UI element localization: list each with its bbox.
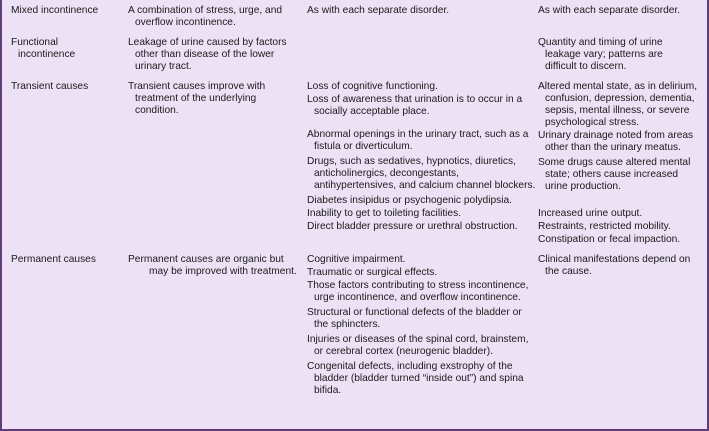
manifestation-item: Urinary drainage noted from areas other than the urinary meatus. [538,130,694,153]
manifestation-item: Altered mental state, as in delirium, confusion, depression, dementia, sepsis, mental illness, or severe psychological stress. [538,81,698,128]
type-cell: Permanent causes [11,254,96,265]
description-cell [128,254,303,278]
cause-item: Cognitive impairment. [307,254,406,265]
manifestations-cell [538,254,703,281]
cause-item: Abnormal openings in the urinary tract, such as a fistula or diverticulum. [307,129,529,152]
manifestation-item: As with each separate disorder. [538,5,681,16]
causes-cell [307,81,537,234]
manifestation-item: Quantity and timing of urine leakage vary; patterns are difficult to discern. [538,37,663,72]
manifestation-item: Constipation or fecal impaction. [538,234,681,245]
cause-item: Direct bladder pressure or urethral obstruction. [307,221,518,232]
type-cell: Transient causes [11,81,89,92]
manifestation-item: Increased urine output. [538,208,643,219]
cause-item: Loss of awareness that urination is to occur in a socially acceptable place. [307,94,523,117]
manifestation-item: Some drugs cause altered mental state; others cause increased urine production. [538,157,691,192]
cause-item: Loss of cognitive functioning. [307,81,438,92]
cause-item: Congenital defects, including exstrophy of the bladder (bladder turned “inside out”) and spina bifida. [307,361,524,396]
type-cell: Functional incontinence [11,37,76,60]
description-line: Permanent causes are organic but [128,254,284,265]
causes-cell [307,254,537,400]
cause-item: As with each separate disorder. [307,5,450,16]
cause-item: Traumatic or surgical effects. [307,267,438,278]
causes-cell [307,5,537,20]
manifestation-item: Clinical manifestations depend on the cause. [538,254,691,277]
cause-item: Injuries or diseases of the spinal cord, brainstem, or cerebral cortex (neurogenic bladder). [307,334,529,357]
cause-item: Drugs, such as sedatives, hypnotics, diuretics, anticholinergics, decongestants, antihypertensives, and calcium channel blockers. [307,156,536,191]
manifestations-cell [538,81,703,247]
cause-item: Those factors contributing to stress incontinence, urge incontinence, and overflow incontinence. [307,280,529,303]
cause-item: Structural or functional defects of the bladder or the sphincters. [307,307,522,330]
description-cell: Transient causes improve with treatment of the underlying condition. [128,81,266,116]
manifestations-cell [538,5,703,20]
description-cell: Leakage of urine caused by factors other than disease of the lower urinary tract. [128,37,287,72]
type-cell: Mixed incontinence [11,5,99,16]
manifestations-cell [538,37,678,76]
description-cell: A combination of stress, urge, and overflow incontinence. [128,5,283,28]
description-line: may be improved with treatment. [149,266,297,277]
cause-item: Inability to get to toileting facilities. [307,208,462,219]
manifestation-item: Restraints, restricted mobility. [538,221,671,232]
cause-item: Diabetes insipidus or psychogenic polydipsia. [307,195,512,206]
